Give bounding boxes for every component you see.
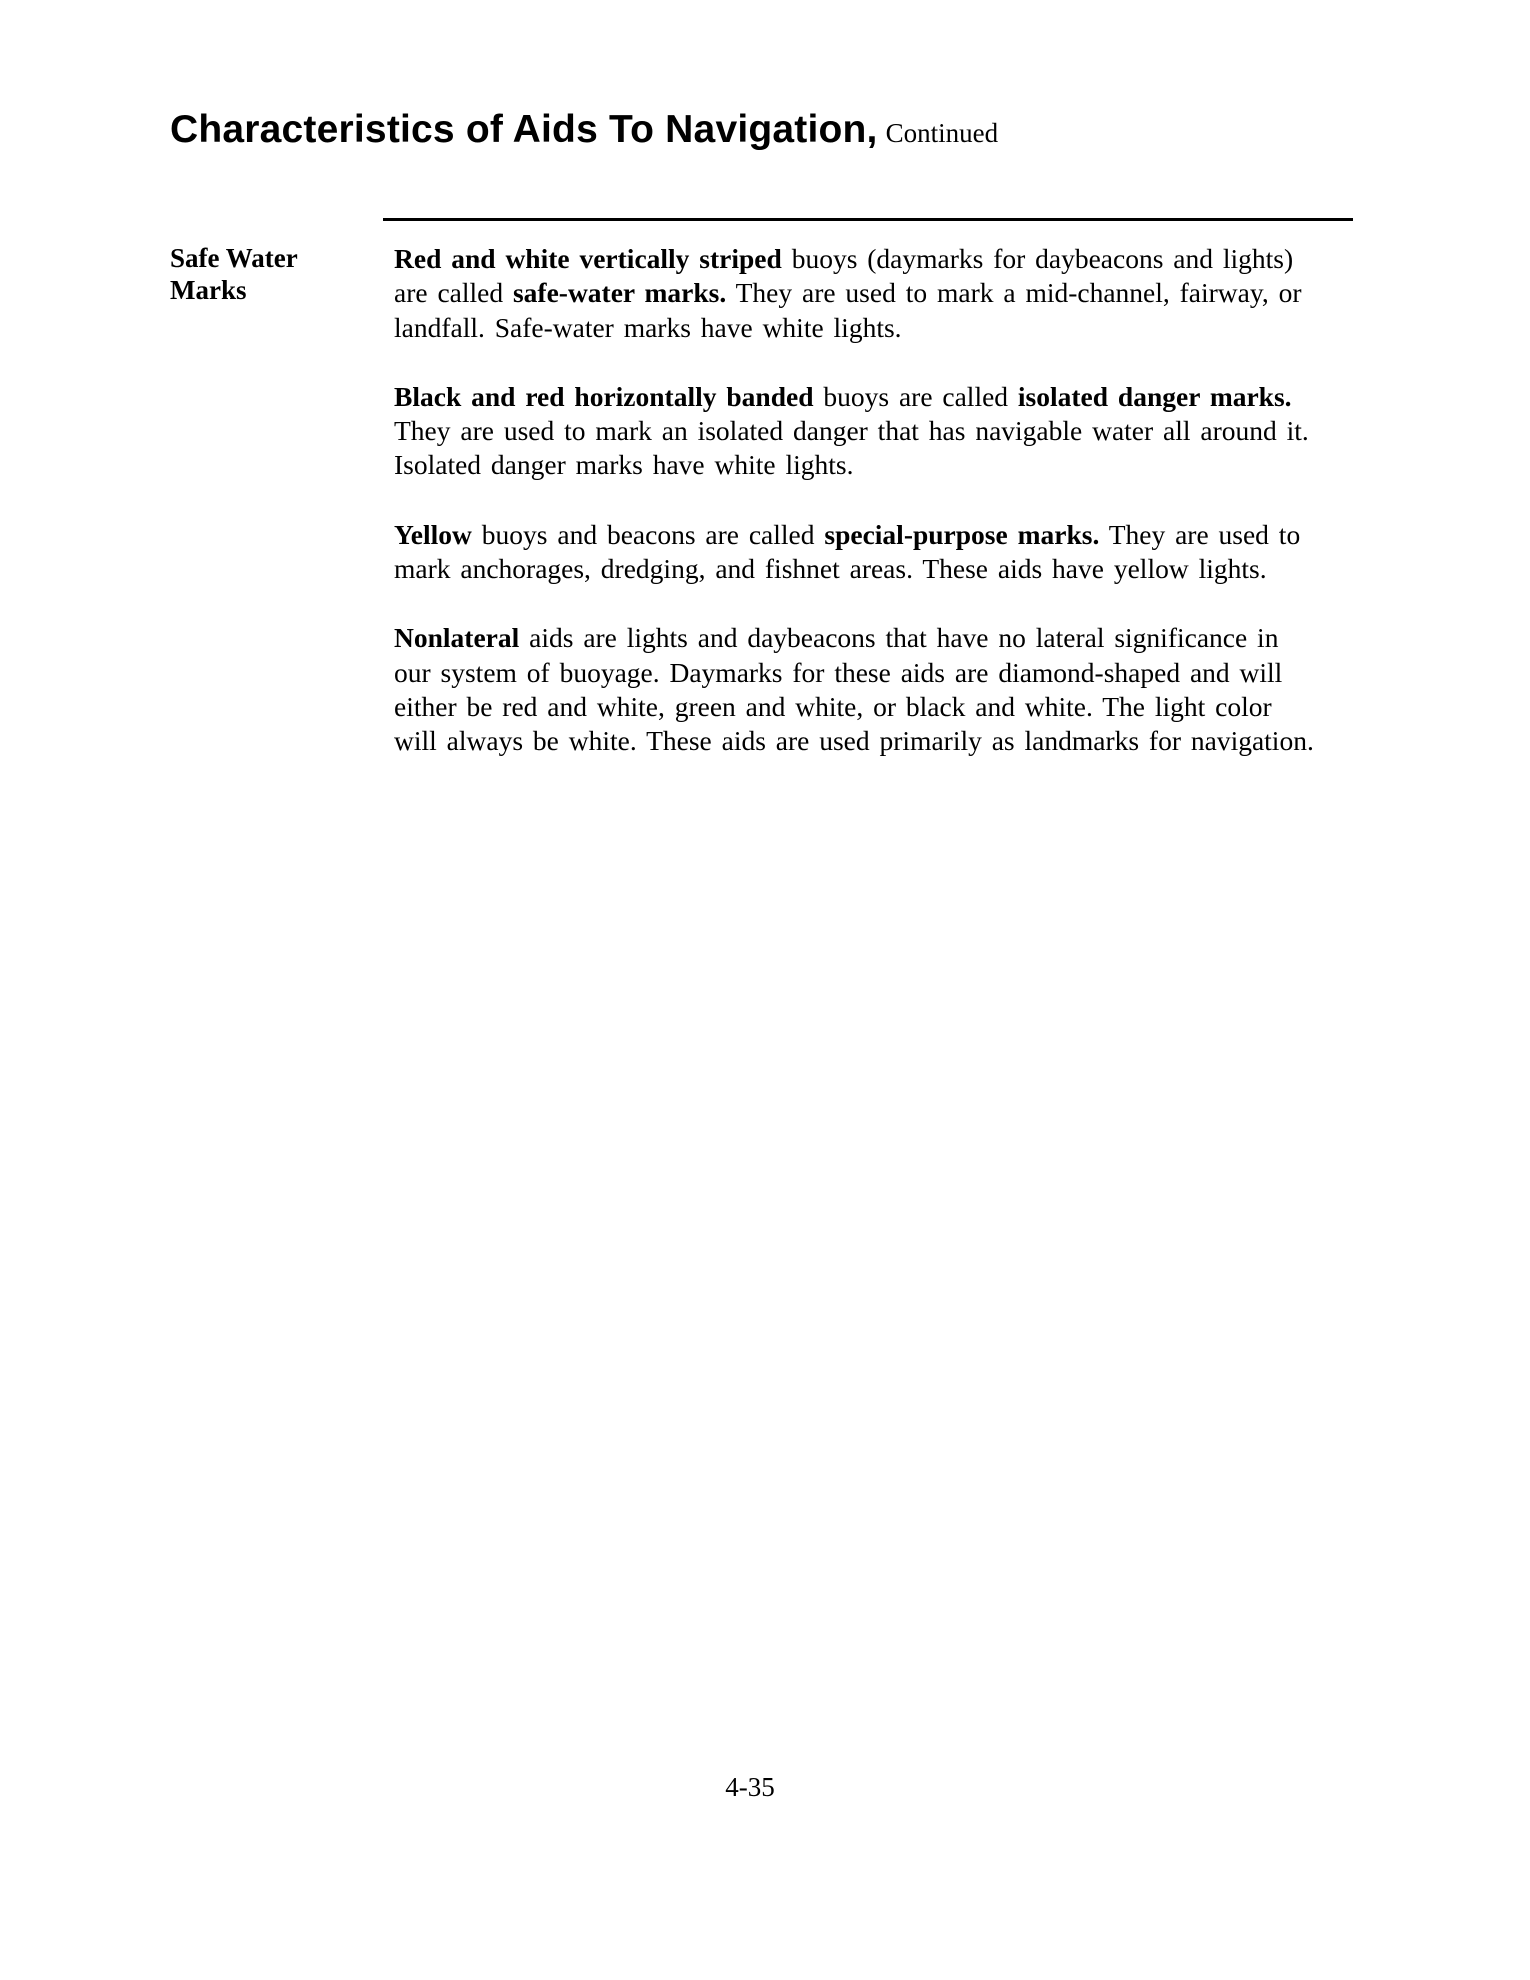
text: They are used to mark anchorages, dredging, and fishnet areas. These aids have yellow lights. (394, 518, 1301, 585)
paragraph-special-purpose (394, 518, 1324, 587)
text: They are used to mark an isolated danger that has navigable water all around it. Isolated danger marks have white lights. (394, 415, 1309, 481)
term: safe-water marks. (512, 277, 727, 309)
paragraph-safe-water (394, 242, 1324, 345)
page-title-main: Characteristics of Aids To Navigation, (170, 108, 878, 151)
paragraph-isolated-danger (394, 380, 1324, 483)
term: Black and red horizontally banded (394, 380, 814, 412)
text: buoys are called (813, 380, 1018, 412)
section-body (394, 242, 1324, 794)
text: buoys and beacons are called (471, 518, 825, 550)
page-title-continued: Continued (885, 118, 999, 148)
text: aids are lights and daybeacons that have no lateral significance in our system of buoyage. Daymarks for these aids are diamond-shaped and will either be red and white, green and white, or black and white. The light color will always be white. These aids are used primarily as landmarks for navigation. (394, 622, 1314, 757)
term: Red and white vertically striped (394, 243, 782, 274)
page-number: 4-35 (725, 1772, 775, 1802)
paragraph-nonlateral (394, 621, 1324, 758)
term: Nonlateral (394, 622, 520, 654)
term: isolated danger marks. (1017, 380, 1292, 412)
page-title (170, 108, 998, 152)
section-divider (383, 218, 1353, 221)
text: buoys (daymarks for daybeacons and lights) are called (394, 243, 1294, 309)
term: Yellow (394, 518, 472, 550)
term: special-purpose marks. (824, 518, 1100, 550)
section-label: Safe Water Marks (170, 243, 298, 305)
text: They are used to mark a mid-channel, fairway, or landfall. Safe-water marks have white lights. (394, 277, 1302, 343)
